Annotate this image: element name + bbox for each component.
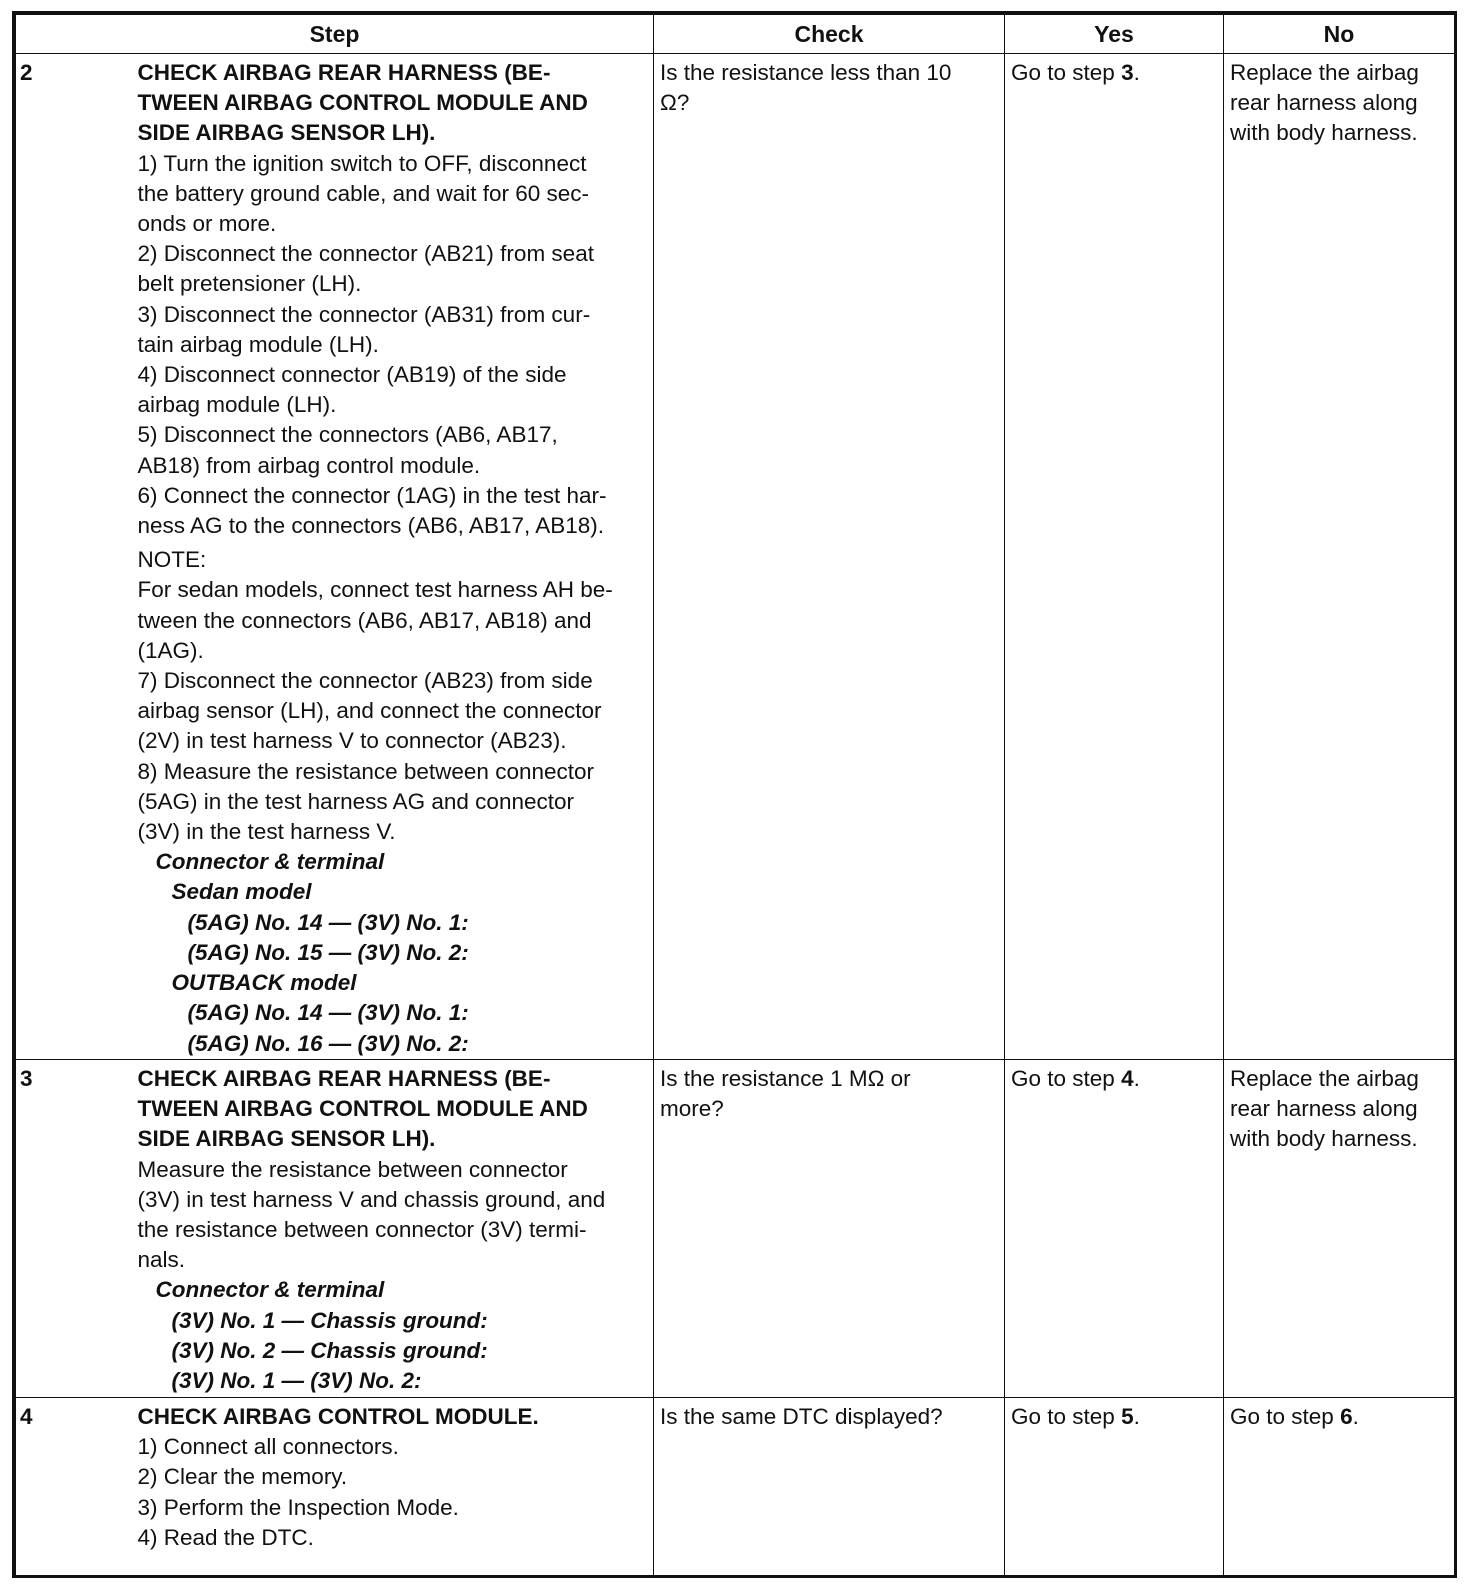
instruction-line: onds or more.: [137, 211, 277, 237]
step-description: [136, 1398, 654, 1576]
step-row-2: [16, 54, 1455, 1060]
step-title: CHECK AIRBAG REAR HARNESS (BE-: [137, 1066, 551, 1091]
step-number: 3: [16, 1060, 136, 1398]
no-cell: [1224, 1060, 1455, 1398]
note-line: (1AG).: [137, 637, 204, 663]
yes-prefix: Go to step: [1011, 1404, 1122, 1429]
spec-item: (3V) No. 2 — Chassis ground:: [171, 1337, 488, 1363]
instruction-line: AB18) from airbag control module.: [137, 452, 481, 478]
model-label-sedan: Sedan model: [171, 879, 312, 905]
check-line: Is the same DTC displayed?: [660, 1404, 943, 1429]
instruction-line: 2) Clear the memory.: [137, 1464, 348, 1490]
instruction-line: ness AG to the connectors (AB6, AB17, AB18).: [137, 513, 605, 539]
spec-item: (5AG) No. 14 — (3V) No. 1:: [187, 1000, 469, 1026]
header-yes: Yes: [1005, 15, 1224, 54]
spec-item: (5AG) No. 16 — (3V) No. 2:: [187, 1030, 469, 1056]
step-title: CHECK AIRBAG REAR HARNESS (BE-: [137, 60, 551, 85]
instruction-line: 1) Turn the ignition switch to OFF, disconnect: [137, 150, 587, 176]
yes-step-link: 4: [1121, 1066, 1134, 1091]
yes-cell: [1005, 1060, 1224, 1398]
header-row: [16, 15, 1455, 54]
instruction-line: 7) Disconnect the connector (AB23) from side: [137, 668, 593, 694]
check-line: Is the resistance less than 10: [660, 60, 952, 85]
step-title: SIDE AIRBAG SENSOR LH).: [137, 120, 436, 146]
step-row-4: [16, 1398, 1455, 1576]
step-number: 2: [16, 54, 136, 1060]
instruction-line: (3V) in test harness V and chassis ground, and: [137, 1186, 606, 1212]
header-check: Check: [654, 15, 1005, 54]
yes-suffix: .: [1133, 1404, 1140, 1429]
no-line: with body harness.: [1230, 120, 1418, 146]
step-title: CHECK AIRBAG CONTROL MODULE.: [137, 1404, 539, 1429]
no-line: Replace the airbag: [1230, 1066, 1419, 1091]
instruction-line: 4) Disconnect connector (AB19) of the side: [137, 362, 567, 388]
note-line: For sedan models, connect test harness AH be-: [137, 577, 613, 603]
yes-prefix: Go to step: [1011, 1066, 1122, 1091]
no-cell: [1224, 54, 1455, 1060]
instruction-line: 3) Perform the Inspection Mode.: [137, 1494, 459, 1520]
step-number: 4: [16, 1398, 136, 1576]
check-line: more?: [660, 1096, 724, 1122]
step-title: TWEEN AIRBAG CONTROL MODULE AND: [137, 1096, 588, 1122]
model-label-outback: OUTBACK model: [171, 970, 357, 996]
header-no: No: [1224, 15, 1455, 54]
no-action: [1230, 1402, 1448, 1432]
yes-action: [1011, 58, 1217, 88]
no-line: Replace the airbag: [1230, 60, 1419, 85]
step-description: [136, 54, 654, 1060]
instruction-line: Measure the resistance between connector: [137, 1156, 568, 1182]
header-step: Step: [16, 15, 654, 54]
step-row-3: [16, 1060, 1455, 1398]
instruction-line: 3) Disconnect the connector (AB31) from cur-: [137, 301, 591, 327]
step-title: TWEEN AIRBAG CONTROL MODULE AND: [137, 90, 588, 116]
yes-prefix: Go to step: [1011, 60, 1122, 85]
instruction-line: 1) Connect all connectors.: [137, 1434, 399, 1460]
diagnostic-procedure-table: [12, 11, 1457, 1578]
note-label: NOTE:: [137, 547, 207, 573]
instruction-line: 6) Connect the connector (1AG) in the test har-: [137, 482, 607, 508]
instruction-line: (3V) in the test harness V.: [137, 819, 396, 845]
yes-cell: [1005, 54, 1224, 1060]
instruction-line: 8) Measure the resistance between connector: [137, 758, 595, 784]
instruction-line: nals.: [137, 1247, 186, 1273]
no-line: rear harness along: [1230, 90, 1418, 116]
instruction-line: 2) Disconnect the connector (AB21) from seat: [137, 241, 594, 267]
yes-action: [1011, 1064, 1217, 1094]
instruction-line: airbag sensor (LH), and connect the connector: [137, 698, 602, 724]
no-line: with body harness.: [1230, 1126, 1418, 1152]
check-line: Ω?: [660, 90, 690, 116]
yes-step-link: 5: [1121, 1404, 1134, 1429]
instruction-line: (5AG) in the test harness AG and connector: [137, 788, 574, 814]
note-line: tween the connectors (AB6, AB17, AB18) and: [137, 607, 592, 633]
no-suffix: .: [1352, 1404, 1359, 1429]
no-step-link: 6: [1340, 1404, 1353, 1429]
check-cell: [654, 1398, 1005, 1576]
instruction-line: belt pretensioner (LH).: [137, 271, 362, 297]
instruction-line: the battery ground cable, and wait for 60 sec-: [137, 180, 590, 206]
spec-heading: Connector & terminal: [155, 849, 385, 875]
no-line: rear harness along: [1230, 1096, 1418, 1122]
no-cell: [1224, 1398, 1455, 1576]
spec-item: (3V) No. 1 — Chassis ground:: [171, 1307, 488, 1333]
step-description: [136, 1060, 654, 1398]
yes-action: [1011, 1402, 1217, 1432]
instruction-line: the resistance between connector (3V) termi-: [137, 1217, 587, 1243]
check-line: Is the resistance 1 MΩ or: [660, 1066, 911, 1091]
spec-item: (5AG) No. 14 — (3V) No. 1:: [187, 909, 469, 935]
instruction-line: (2V) in test harness V to connector (AB23).: [137, 728, 567, 754]
instruction-line: 5) Disconnect the connectors (AB6, AB17,: [137, 422, 558, 448]
yes-cell: [1005, 1398, 1224, 1576]
instruction-line: 4) Read the DTC.: [137, 1524, 314, 1550]
spec-heading: Connector & terminal: [155, 1277, 385, 1303]
check-cell: [654, 1060, 1005, 1398]
procedure-table: [15, 14, 1455, 1576]
yes-suffix: .: [1133, 60, 1140, 85]
instruction-line: tain airbag module (LH).: [137, 331, 379, 357]
check-cell: [654, 54, 1005, 1060]
spec-item: (5AG) No. 15 — (3V) No. 2:: [187, 939, 469, 965]
spec-item: (3V) No. 1 — (3V) No. 2:: [171, 1368, 422, 1394]
instruction-line: airbag module (LH).: [137, 392, 337, 418]
yes-suffix: .: [1133, 1066, 1140, 1091]
step-title: SIDE AIRBAG SENSOR LH).: [137, 1126, 436, 1152]
yes-step-link: 3: [1121, 60, 1134, 85]
no-prefix: Go to step: [1230, 1404, 1341, 1429]
